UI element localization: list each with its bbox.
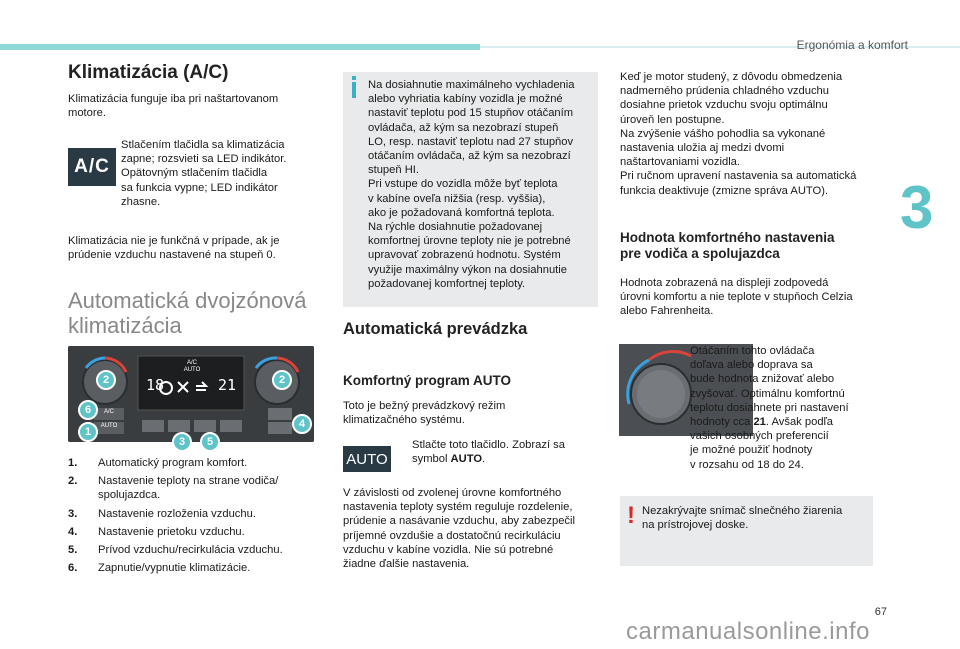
text-line: otáčaním ovládača, až kým sa nezobrazí — [368, 150, 571, 163]
text-line: naštartovaniami vozidla. — [620, 156, 741, 169]
callout-3: 3 — [172, 432, 192, 452]
text-line: úrovni komfortu a nie teplote v stupňoch Celzia — [620, 291, 853, 304]
list-item — [68, 456, 323, 470]
text-line: ovládača, až kým sa nezobrazí stupeň — [368, 121, 559, 134]
heading-line: klimatizácia — [68, 313, 182, 338]
text-line: Stlačením tlačidla sa klimatizácia — [121, 139, 285, 151]
bullet-icon — [676, 344, 690, 472]
callout-5: 5 — [200, 432, 220, 452]
bullet-text — [690, 344, 849, 472]
display-temp-right: 21 — [217, 376, 237, 394]
text-line: v kabíne oveľa nižšia (resp. vyššia), — [368, 192, 546, 205]
text-line: ako je požadovaná komfortná teplota. — [368, 206, 555, 219]
callout-2-left: 2 — [96, 370, 116, 390]
text-line: prúdenie a nasávanie vzduchu, aby zabezpečil — [343, 515, 575, 528]
list-item — [68, 474, 323, 502]
ac-intro: Klimatizácia funguje iba pri naštartovanom motore. — [68, 93, 279, 120]
auto-symbol-text: AUTO — [450, 453, 483, 466]
text-line: alebo Fahrenheita. — [620, 305, 714, 318]
auto-button-icon: AUTO — [343, 446, 391, 472]
callout-4: 4 — [292, 414, 312, 434]
section-title: Ergonómia a komfort — [796, 38, 908, 52]
knob-instruction — [676, 344, 876, 472]
list-number: 4. — [68, 525, 78, 538]
text-fragment: symbol — [412, 453, 451, 466]
list-text: Zapnutie/vypnutie klimatizácie. — [98, 562, 251, 575]
auto-panel-button: AUTO — [100, 423, 118, 429]
list-number: 5. — [68, 544, 78, 557]
warning-icon: ! — [627, 502, 635, 529]
display-auto-label: AUTO — [183, 367, 201, 373]
text-fragment: . — [482, 453, 486, 466]
text-line: stupeň HI. — [368, 164, 419, 177]
column-1 — [68, 62, 318, 121]
text-line: bude hodnota znižovať alebo — [690, 373, 835, 386]
text-line: Opätovným stlačením tlačidla — [121, 167, 268, 180]
bullet-icon — [398, 438, 412, 466]
text-line: Hodnota zobrazená na displeji zodpovedá — [620, 277, 829, 289]
text-line: dosiahne prietok vzduchu svoju optimálnu — [620, 99, 828, 112]
text-line: zvyšovať. Optimálnu komfortnú — [690, 387, 845, 400]
bullet-text — [412, 438, 565, 466]
text-line: Na rýchle dosiahnutie požadovanej — [368, 221, 543, 234]
text-line: je možné použiť hodnoty — [690, 444, 813, 457]
list-item — [68, 561, 323, 575]
legend-list — [68, 456, 323, 579]
text-line: komfortnej úrovne teploty nie je potrebné — [368, 235, 571, 248]
text-line: Nezakrývajte snímač slnečného žiarenia — [642, 505, 843, 517]
list-item — [68, 507, 323, 521]
auto-section — [343, 322, 603, 336]
text-line: využije maximálny výkon na dosiahnutie — [368, 263, 567, 276]
text-fragment: hodnoty cca — [690, 416, 754, 429]
heading-line: Automatická dvojzónová — [68, 288, 307, 313]
warning-text — [642, 504, 870, 532]
list-number: 6. — [68, 562, 78, 575]
text-line: prúdenie vzduchu nastavené na stupeň 0. — [68, 249, 276, 262]
text-line: Na zvýšenie vášho pohodlia sa vykonané — [620, 127, 826, 140]
info-icon — [352, 82, 356, 98]
text-line: funkcia deaktivuje (zmizne správa AUTO). — [620, 184, 829, 197]
text-line: LO, resp. nastaviť teplotu nad 27 stupňov — [368, 135, 574, 148]
callout-1: 1 — [78, 422, 98, 442]
text-line: nastaviť teplotu pod 15 stupňov otáčaním — [368, 107, 574, 120]
list-text: Nastavenie prietoku vzduchu. — [98, 525, 245, 538]
text-line: žiadne ďalšie nastavenia. — [343, 558, 470, 571]
display-mode-labels — [172, 360, 212, 374]
list-text: Prívod vzduchu/recirkulácia vzduchu. — [98, 544, 283, 557]
text-line: úroveň len postupne. — [620, 113, 725, 126]
optimal-value: 21 — [753, 416, 766, 429]
auto-program-heading: Komfortný program AUTO — [343, 373, 512, 388]
text-line: sa funkcia vypne; LED indikátor — [121, 181, 278, 194]
climate-panel-illustration — [68, 346, 314, 442]
text-line: upravovať zobrazenú hodnotu. Systém — [368, 249, 561, 262]
text-line: Otáčaním tohto ovládača — [690, 345, 815, 357]
text-line: alebo vyhriatia kabíny vozidla je možné — [368, 93, 563, 106]
text-line: zapne; rozsvieti sa LED indikátor. — [121, 153, 287, 166]
header-accent-bar — [0, 44, 480, 50]
callout-6: 6 — [78, 400, 98, 420]
text-line: Stlačte toto tlačidlo. Zobrazí sa — [412, 439, 565, 451]
knob-bullet — [676, 344, 876, 472]
ac-button-icon: A/C — [68, 148, 116, 186]
text-line: príjemné ovzdušie a dostatočnú recirkuláciu — [343, 529, 561, 542]
heading-line: pre vodiča a spolujazdca — [620, 246, 780, 261]
list-text: Nastavenie teploty na strane vodiča/ spolujazdca. — [98, 475, 279, 502]
ac-note — [68, 234, 318, 262]
auto-bullet — [398, 438, 598, 466]
text-line: Na dosiahnutie maximálneho vychladenia — [368, 79, 575, 91]
text-line: Keď je motor studený, z dôvodu obmedzenia — [620, 71, 843, 83]
display-ac-label: A/C — [186, 360, 197, 366]
text-line: nastavenia uložia aj medzi dvomi — [620, 142, 785, 155]
text-line: nastavenia teploty systém reguluje rozdelenie, — [343, 501, 573, 514]
list-item — [68, 525, 323, 539]
text-line: v rozsahu od 18 do 24. — [690, 458, 804, 471]
dual-zone-heading — [68, 288, 328, 338]
callout-2-right: 2 — [272, 370, 292, 390]
page-number: 67 — [874, 606, 887, 618]
ac-description — [121, 138, 321, 209]
text-line: zhasne. — [121, 195, 161, 208]
heading-line: Hodnota komfortného nastavenia — [620, 230, 835, 245]
text-fragment: . Avšak podľa — [765, 416, 834, 429]
auto-heading: Automatická prevádzka — [343, 320, 528, 338]
list-text: Automatický program komfort. — [98, 457, 248, 469]
text-line: Klimatizácia nie je funkčná v prípade, ak je — [68, 235, 280, 247]
text-line: nadmerného prúdenia chladného vzduchu — [620, 85, 829, 98]
list-number: 3. — [68, 507, 78, 520]
watermark: carmanualsonline.info — [626, 618, 870, 645]
chapter-number: 3 — [900, 174, 934, 241]
text-line: na prístrojovej doske. — [642, 519, 749, 532]
list-item — [68, 543, 323, 557]
list-text: Nastavenie rozloženia vzduchu. — [98, 507, 256, 520]
display-temp-left: 18 — [145, 376, 165, 394]
list-number: 2. — [68, 475, 78, 488]
auto-body — [343, 486, 603, 571]
list-number: 1. — [68, 457, 78, 469]
ac-heading: Klimatizácia (A/C) — [68, 62, 229, 83]
text-line: klimatizačného systému. — [343, 414, 465, 427]
text-line: Pri ručnom upravení nastavenia sa automatická — [620, 170, 857, 183]
cold-engine-text — [620, 70, 880, 198]
text-line: doľava alebo doprava sa — [690, 359, 813, 372]
comfort-para — [620, 276, 880, 319]
text-line: vzduchu v kabíne vozidla. Nie sú potrebné — [343, 543, 554, 556]
auto-instruction — [398, 438, 598, 466]
text-line: Pri vstupe do vozidla môže byť teplota — [368, 178, 558, 191]
text-line: teplotu dosiahnete pri nastavení — [690, 401, 849, 414]
text-line: Toto je bežný prevádzkový režim — [343, 400, 506, 412]
ac-panel-button: A/C — [103, 409, 114, 415]
text-line: vašich osobných preferencií — [690, 430, 829, 443]
info-text — [368, 78, 596, 291]
auto-program — [343, 373, 603, 427]
comfort-heading — [620, 230, 880, 262]
text-line: V závislosti od zvolenej úrovne komfortného — [343, 487, 562, 499]
text-line: požadovanej komfortnej teploty. — [368, 277, 526, 290]
